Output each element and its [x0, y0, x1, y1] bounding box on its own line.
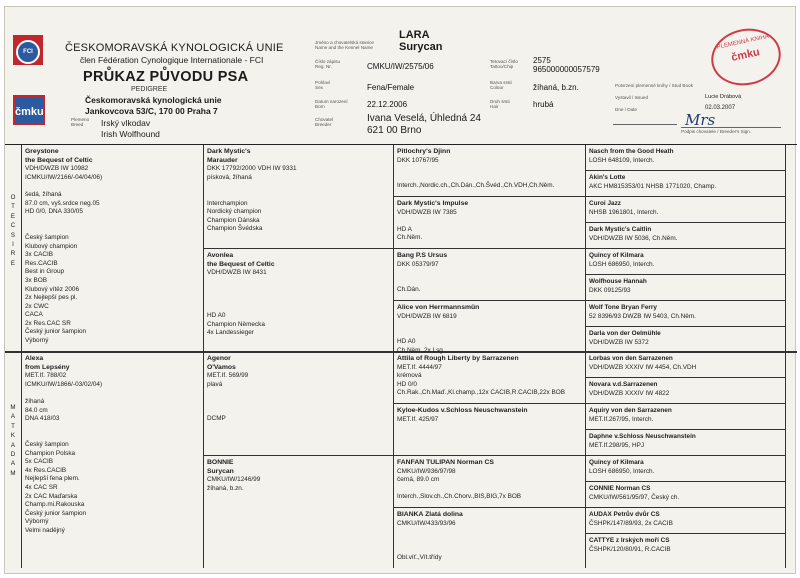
- detail-line: Obl.víť.,Vít.třídy: [397, 553, 442, 561]
- gen3-cell: Bang P.S Ursus DKK 05379/97 Ch.Dán.: [397, 252, 583, 299]
- detail-line: VDH/DWZB IW 7385: [397, 208, 457, 216]
- detail-line: 3x BOB: [25, 276, 48, 284]
- gen3-cell: BIANKA Zlatá dolina CMKU/IW/433/93/96 Obl.víť.,Vít.třídy: [397, 511, 583, 567]
- detail-line: [25, 432, 201, 441]
- detail-line: 2x CWC: [25, 302, 49, 310]
- issued-by: Lucie Drábová: [705, 94, 742, 100]
- detail-line: Interch.,Slov.ch.,Ch.Chorv.,BIS,BIG,7x BOB: [397, 493, 522, 501]
- detail-line: CACA: [25, 311, 43, 319]
- dam-dam-cell: BONNIE Surycan CMKU/IW/1246/99 žíhaná, b.zn.: [207, 459, 391, 565]
- sire-details: [25, 165, 201, 345]
- detail-line: 87.0 cm, vyš.srdce neg.05: [25, 199, 100, 207]
- gen4-cell: AUDAX Petrův dvůr CS ČSHPK/147/89/93, 2x CACIB: [589, 511, 673, 527]
- detail-line: žíhaná, b.zn.: [207, 484, 244, 492]
- gen4-cell: Quincy of Kilmara LOSH 686950, Interch.: [589, 459, 655, 475]
- detail-line: [397, 278, 583, 287]
- org-name-address: [85, 95, 222, 117]
- detail-line: ICMKU/IW/1866/-03/02/04): [25, 380, 103, 388]
- detail-line: Český junior šampion: [25, 328, 87, 336]
- detail-line: Interchampion: [207, 199, 248, 207]
- detail-line: Nordický champion: [207, 208, 262, 216]
- issued-label: Vystavil / Issued: [615, 95, 649, 100]
- detail-line: MET.If. 4444/97: [397, 363, 442, 371]
- cmku-logo: čmku: [13, 95, 45, 125]
- gen4-cell: Lorbas von den Sarrazenen VDH/DWZB XXXIV IW 4454, Ch.VDH: [589, 355, 697, 371]
- gen3-cell: Pitlochry's Djinn DKK 10767/95 Interch.,Nordic.ch.,Ch.Dán.,Ch.Švéd.,Ch.VDH,Ch.Něm.: [397, 148, 583, 195]
- detail-line: [207, 407, 391, 416]
- detail-line: DCMP: [207, 415, 226, 423]
- gen3-cell: Kyloe-Kudos v.Schloss Neuschwanstein MET.If. 425/97: [397, 407, 583, 454]
- gen4-cell: Quincy of Kilmara LOSH 686950, Interch.: [589, 252, 655, 268]
- detail-line: [397, 537, 583, 546]
- detail-line: Champion Polska: [25, 449, 76, 457]
- gen4-cell: Daphne v.Schloss Neuschwanstein MET.If.298/95, HPJ: [589, 433, 696, 449]
- org-name: Českomoravská kynologická unie: [85, 95, 222, 105]
- gen3-cell: Alice von Herrmannsmün VDH/DWZB IW 6819 HD A0 Ch.Něm.,2x Lsg.: [397, 304, 583, 350]
- detail-line: Champ.mi.Rakouska: [25, 501, 85, 509]
- name-label: Jméno a chovatelská stanice Name and the Kennel Name: [315, 40, 374, 51]
- reg-label: Číslo zápisu Reg. Nr.: [315, 59, 341, 70]
- gen4-cell: Aquiry von den Sarrazenen MET.If.267/95, Interch.: [589, 407, 672, 423]
- detail-line: Český šampion: [25, 233, 69, 241]
- tattoo-chip: 2575 965000000057579: [533, 56, 600, 74]
- breed-value: Irský vlkodav Irish Wolfhound: [101, 118, 160, 139]
- gen4-cell: Darla von der Oelmühle VDH/DWZB IW 5372: [589, 330, 661, 346]
- gen4-cell: Curoi Jazz NHSB 1961801, Interch.: [589, 200, 659, 216]
- fci-logo: FCI: [16, 40, 40, 64]
- sex-value: Fena/Female: [367, 83, 415, 92]
- detail-line: HD A0: [207, 312, 226, 320]
- dob-value: 22.12.2006: [367, 100, 408, 109]
- detail-line: písková, žíhaná: [207, 173, 252, 181]
- hair-label: Druh srsti Hair: [490, 99, 510, 110]
- gen4-cell: Dark Mystic's Caitlin VDH/DWZB IW 5036, Ch.Něm.: [589, 226, 678, 242]
- studbook-signature: Mrs: [685, 111, 716, 129]
- detail-line: DKK 05379/97: [397, 260, 439, 268]
- detail-line: Ch.Něm.,2x Lsg.: [397, 346, 445, 354]
- pedigree-grid: [5, 144, 797, 567]
- detail-line: DNA 418/03: [25, 415, 60, 423]
- detail-line: žíhaná: [25, 397, 45, 405]
- detail-line: 84.0 cm: [25, 406, 48, 414]
- colour-label: Barva srsti Colour: [490, 80, 512, 91]
- dam-details: [25, 372, 201, 535]
- detail-line: Ch.Něm.: [397, 234, 423, 242]
- detail-line: 4x Landessieger: [207, 329, 254, 337]
- sire-cell: Greystone the Bequest of Celtic VDH/DWZB IW 10982 ICMKU/IW/2166/-04/04/06) šedá, žíhaná 87.0 cm, vyš.srdce neg.05 HD 0/0, DNA 330/05 Český šampion Klubový champion 3x CACIB Res.CACIB Best in Group 3x BOB Klubový vítěz 2006 2x Nejlepší pes pl. 2x CWC CACA 2x Res.CAC SR Český junior šampion Výborný: [25, 148, 201, 348]
- breeder-sign-label: Podpis chovatele / Breeder's Sign.: [681, 129, 752, 134]
- colour-value: žíhaná, b.zn.: [533, 83, 579, 92]
- tattoo-label: Tetovací číslo Tattoo/Chip: [490, 59, 518, 70]
- breed-label: Plemeno Breed: [71, 117, 90, 128]
- dog-name: LARA Surycan: [399, 29, 443, 53]
- detail-line: černá, 89.0 cm: [397, 476, 440, 484]
- detail-line: CMKU/IW/1246/99: [207, 476, 261, 484]
- detail-line: [207, 389, 391, 398]
- detail-line: [207, 295, 391, 304]
- dob-label: Datum narození Born: [315, 99, 348, 110]
- detail-line: [207, 286, 391, 295]
- breeder-label: Chovatel Breeder: [315, 117, 334, 128]
- detail-line: Velmi nadějný: [25, 526, 65, 534]
- org-subtitle: člen Fédération Cynologique Internationale - FCI: [80, 55, 264, 65]
- detail-line: Best in Group: [25, 268, 65, 276]
- detail-line: 4x Res.CACIB: [25, 466, 67, 474]
- gen4-cell: Novara v.d.Sarrazenen VDH/DWZB XXXIV IW 4822: [589, 381, 670, 397]
- detail-line: [207, 191, 391, 200]
- detail-line: [25, 217, 201, 226]
- detail-line: VDH/DWZB IW 8431: [207, 269, 267, 277]
- sire-side-label: O T E C S I R E: [10, 194, 16, 267]
- sire-sire-cell: Dark Mystic's Marauder DKK 17792/2000 VDH IW 9331 písková, žíhaná Interchampion Nordický champion Champion Dánska Champion Švédska: [207, 148, 391, 246]
- detail-line: 5x CACIB: [25, 458, 54, 466]
- detail-line: 2x Res.CAC SR: [25, 319, 71, 327]
- detail-line: [207, 398, 391, 407]
- detail-line: 4x CAC SR: [25, 483, 58, 491]
- detail-line: Výborný: [25, 518, 49, 526]
- gen4-cell: Akin's Lotte AKC HM815353/01 NHSB 1771020, Champ.: [589, 174, 717, 190]
- detail-line: Ch.Dán.: [397, 286, 421, 294]
- detail-line: HD A0: [397, 338, 416, 346]
- detail-line: VDH/DWZB IW 6819: [397, 312, 457, 320]
- detail-line: 2x CAC Maďarska: [25, 492, 78, 500]
- dam-side-label: M A T K A D A M: [10, 404, 16, 477]
- detail-line: [207, 182, 391, 191]
- org-title: ČESKOMORAVSKÁ KYNOLOGICKÁ UNIE: [65, 42, 284, 54]
- gen3-cell: Attila of Rough Liberty by Sarrazenen MET.If. 4444/97 krémová HD 0/0 Ch.Rak.,Ch.Maď.,Kl.champ.,12x CACIB,R.CACIB,22x BOB: [397, 355, 583, 402]
- gen3-cell: Dark Mystic's Impulse VDH/DWZB IW 7385 HD A Ch.Něm.: [397, 200, 583, 247]
- detail-line: Res.CACIB: [25, 259, 58, 267]
- studbook-sign-line: [613, 115, 677, 125]
- detail-line: [25, 389, 201, 398]
- detail-line: [207, 278, 391, 287]
- detail-line: [25, 225, 201, 234]
- sex-label: Pohlaví Sex: [315, 80, 331, 91]
- detail-line: VDH/DWZB IW 10982: [25, 165, 89, 173]
- detail-line: DKK 10767/95: [397, 156, 439, 164]
- gen4-cell: Wolfhouse Hannah DKK 09125/93: [589, 278, 647, 294]
- studbook-confirm-label: Potvrzení plemenné knihy / Stud Book: [615, 83, 693, 88]
- detail-line: [397, 165, 583, 174]
- studbook-stamp: PLEMENNÁ KNIHA čmku: [706, 22, 786, 91]
- detail-line: Český junior šampion: [25, 509, 87, 517]
- detail-line: [207, 304, 391, 313]
- detail-line: MET.If. 569/99: [207, 372, 249, 380]
- pedigree-sheet: [4, 6, 796, 574]
- document-title: PRŮKAZ PŮVODU PSA: [83, 69, 249, 85]
- detail-line: plavá: [207, 380, 223, 388]
- detail-line: HD 0/0, DNA 330/05: [25, 208, 83, 216]
- detail-line: [25, 182, 201, 191]
- detail-line: Výborný: [25, 337, 49, 345]
- gen4-cell: Nasch from the Good Heath LOSH 648109, Interch.: [589, 148, 674, 164]
- dam-sire-cell: Agenor O'Vamos MET.If. 569/99 plavá DCMP: [207, 355, 391, 453]
- detail-line: Nejlepší fena plem.: [25, 475, 80, 483]
- detail-line: 3x CACIB: [25, 251, 54, 259]
- detail-line: MET.If. 788/02: [25, 372, 67, 380]
- date-label: Dne / Date: [615, 107, 637, 112]
- detail-line: Champion Německa: [207, 320, 265, 328]
- issue-date: 02.03.2007: [705, 105, 736, 111]
- gen4-cell: Wolf Tone Bryan Ferry 52 8396/93 DWZB IW 5403, Ch.Něm.: [589, 304, 696, 320]
- detail-line: Český šampion: [25, 440, 69, 448]
- reg-number: CMKU/IW/2575/06: [367, 62, 434, 71]
- detail-line: Champion Dánska: [207, 216, 260, 224]
- detail-line: MET.If. 425/97: [397, 415, 439, 423]
- dam-cell: Alexa from Lepsény MET.If. 788/02 ICMKU/IW/1866/-03/02/04) žíhaná 84.0 cm DNA 418/03 Český šampion Champion Polska 5x CACIB 4x Res.CACIB Nejlepší fena plem. 4x CAC SR 2x CAC Maďarska Champ.mi.Rakouska Český junior šampion Výborný Velmi nadějný: [25, 355, 201, 565]
- gen3-cell: FANFAN TULIPAN Norman CS CMKU/IW/936/97/98 černá, 89.0 cm Interch.,Slov.ch.,Ch.Chorv.,BIS,BIG,7x BOB: [397, 459, 583, 506]
- breeder-sign-line: [681, 127, 781, 128]
- detail-line: DKK 17792/2000 VDH IW 9331: [207, 165, 297, 173]
- detail-line: Klubový champion: [25, 242, 78, 250]
- detail-line: CMKU/IW/433/93/96: [397, 519, 456, 527]
- detail-line: [397, 485, 583, 494]
- detail-line: HD A: [397, 225, 412, 233]
- detail-line: CMKU/IW/936/97/98: [397, 467, 456, 475]
- detail-line: Interch.,Nordic.ch.,Ch.Dán.,Ch.Švéd.,Ch.VDH,Ch.Něm.: [397, 182, 555, 190]
- detail-line: [397, 269, 583, 278]
- sire-dam-cell: Avonlea the Bequest of Celtic VDH/DWZB IW 8431 HD A0 Champion Německa 4x Landessieger: [207, 252, 391, 350]
- detail-line: HD 0/0: [397, 380, 417, 388]
- detail-line: [397, 528, 583, 537]
- document-subtitle: PEDIGREE: [131, 86, 168, 93]
- detail-line: Ch.Rak.,Ch.Maď.,Kl.champ.,12x CACIB,R.CACIB,22x BOB: [397, 389, 566, 397]
- detail-line: [397, 321, 583, 330]
- detail-line: krémová: [397, 372, 422, 380]
- detail-line: Champion Švédska: [207, 225, 263, 233]
- detail-line: 2x Nejlepší pes pl.: [25, 294, 78, 302]
- detail-line: [25, 424, 201, 433]
- detail-line: [397, 217, 583, 226]
- detail-line: ICMKU/IW/2166/-04/04/06): [25, 173, 103, 181]
- detail-line: Klubový vítěz 2006: [25, 285, 79, 293]
- detail-line: [397, 545, 583, 554]
- org-address: Jankovcova 53/C, 170 00 Praha 7: [85, 106, 218, 116]
- detail-line: [397, 330, 583, 339]
- breeder-value: Ivana Veselá, Úhledná 24 621 00 Brno: [367, 113, 481, 136]
- gen4-cell: CONNIE Norman CS CMKU/IW/561/95/97, Český ch.: [589, 485, 680, 501]
- hair-value: hrubá: [533, 100, 554, 109]
- gen4-cell: CATTYE z Irských moří CS ČSHPK/120/80/91, R.CACIB: [589, 537, 671, 553]
- detail-line: šedá, žíhaná: [25, 190, 62, 198]
